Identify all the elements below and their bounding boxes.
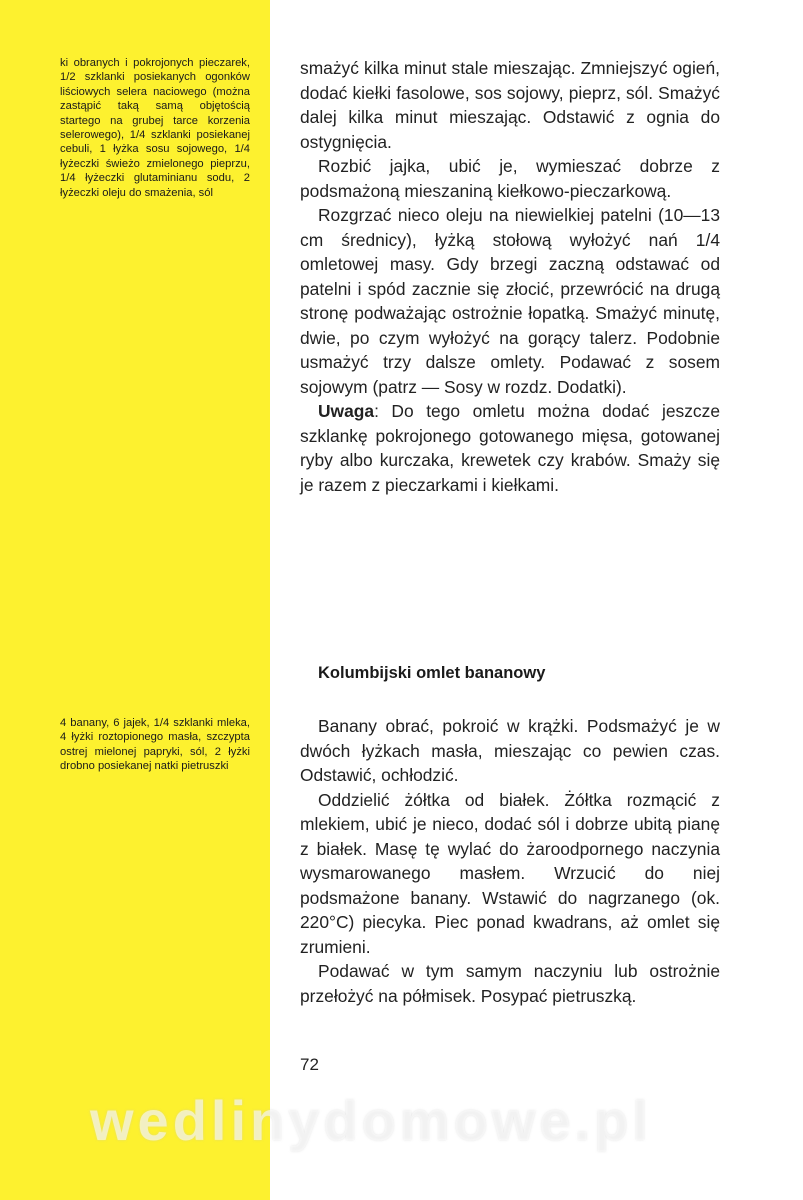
note-text: : Do tego omletu można dodać jeszcze szklankę pokrojonego gotowanego mięsa, gotowanej ryby albo kurczaka, krewetek czy krabów. Smaży się je razem z pieczarkami i kiełkami. bbox=[300, 401, 720, 495]
note-paragraph bbox=[300, 399, 720, 497]
note-label: Uwaga bbox=[318, 401, 375, 421]
watermark: wedlinydomowe.pl bbox=[90, 1089, 652, 1152]
paragraph: Rozgrzać nieco oleju na niewielkiej patelni (10—13 cm średnicy), łyżką stołową wyłożyć nań 1/4 omletowej masy. Gdy brzegi zaczną odstawać od patelni i spód zacznie się złocić, przewrócić na drugą stronę podważając ostrożnie łopatką. Smażyć minutę, dwie, po czym wyłożyć na gorący talerz. Podobnie usmażyć trzy dalsze omlety. Podawać z sosem sojowym (patrz — Sosy w rozdz. Dodatki). bbox=[300, 205, 720, 397]
recipe-title: Kolumbijski omlet bananowy bbox=[318, 664, 546, 682]
paragraph: smażyć kilka minut stale mieszając. Zmniejszyć ogień, dodać kiełki fasolowe, sos sojowy, pieprz, sól. Smażyć dalej kilka minut mieszając. Odstawić z ognia do ostygnięcia. bbox=[300, 58, 720, 152]
paragraph: Podawać w tym samym naczyniu lub ostrożnie przełożyć na półmisek. Posypać pietruszką. bbox=[300, 961, 720, 1006]
paragraph: Oddzielić żółtka od białek. Żółtka rozmącić z mlekiem, ubić je nieco, dodać sól i dobrze ubitą pianę z białek. Masę tę wylać do żaroodpornego naczynia wysmarowanego masłem. Wrzucić do niej podsmażone banany. Wstawić do nagrzanego (ok. 220°C) piecyka. Piec ponad kwadrans, aż omlet się zrumieni. bbox=[300, 789, 720, 957]
page-number: 72 bbox=[300, 1055, 319, 1074]
paragraph: Banany obrać, pokroić w krążki. Podsmażyć je w dwóch łyżkach masła, mieszając co pewien czas. Odstawić, ochłodzić. bbox=[300, 716, 720, 785]
ingredients-list-1: ki obranych i pokrojonych pieczarek, 1/2 szklanki posiekanych ogonków liściowych selera naciowego (można zastąpić taką samą objętością startego na grubej tarce korzenia selerowego), 1/4 szklanki posiekanej cebuli, 1 łyżka sosu sojowego, 1/4 łyżeczki świeżo zmielonego pieprzu, 1/4 łyżeczki glutaminianu sodu, 2 łyżeczki oleju do smażenia, sól bbox=[60, 57, 250, 199]
recipe-2-body bbox=[300, 714, 720, 1008]
paragraph: Rozbić jajka, ubić je, wymieszać dobrze z podsmażoną mieszaniną kiełkowo-pieczarkową. bbox=[300, 156, 720, 201]
recipe-1-body bbox=[300, 56, 720, 497]
ingredients-list-2: 4 banany, 6 jajek, 1/4 szklanki mleka, 4 łyżki roztopionego masła, szczypta ostrej mielonej papryki, sól, 2 łyżki drobno posiekanej natki pietruszki bbox=[60, 717, 250, 773]
